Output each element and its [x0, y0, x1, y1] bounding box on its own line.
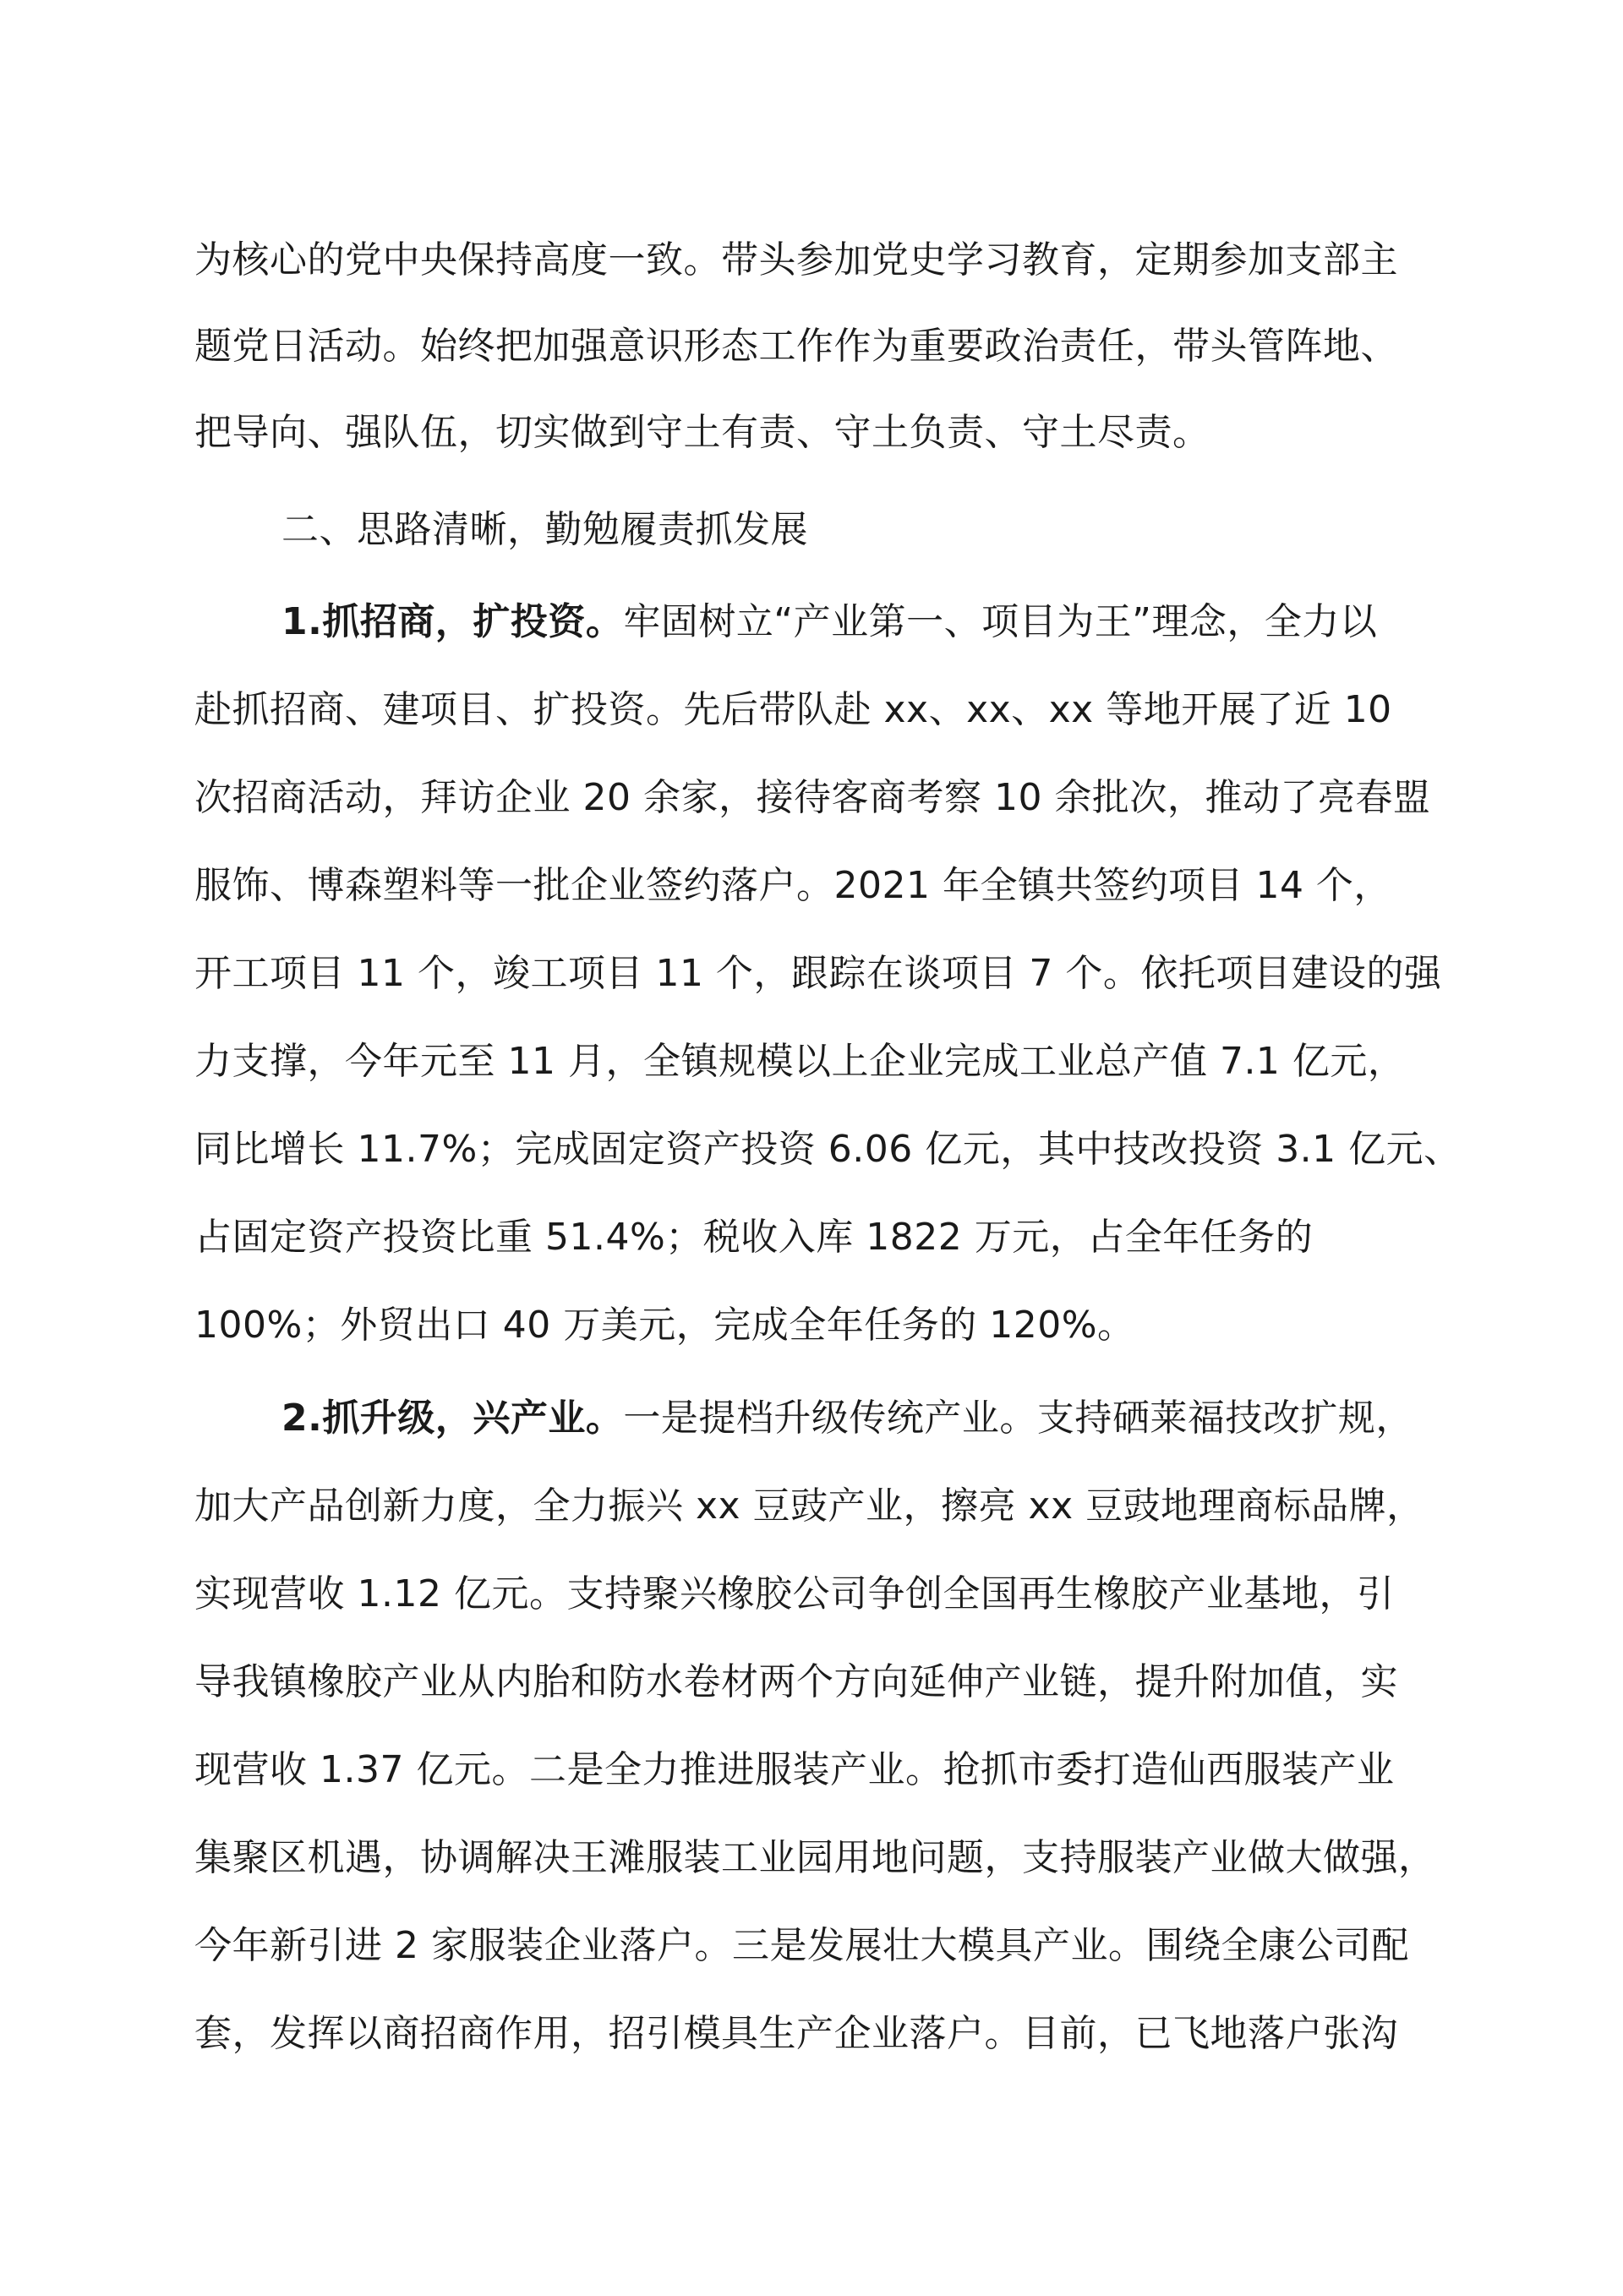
paragraph-2-line-2: 赴抓招商、建项目、扩投资。先后带队赴 xx、xx、xx 等地开展了近 10 — [194, 688, 1392, 731]
paragraph-2-line-8: 占固定资产投资比重 51.4%；税收入库 1822 万元，占全年任务的 — [194, 1216, 1314, 1259]
paragraph-3-line-3: 实现营收 1.12 亿元。支持聚兴橡胶公司争创全国再生橡胶产业基地，引 — [194, 1572, 1395, 1615]
paragraph-1-line-2: 题党日活动。始终把加强意识形态工作作为重要政治责任，带头管阵地、 — [194, 325, 1398, 368]
paragraph-3-line-8: 套，发挥以商招商作用，招引模具生产企业落户。目前，已飞地落户张沟 — [194, 2012, 1398, 2055]
paragraph-1-line-3: 把导向、强队伍，切实做到守土有责、守土负责、守土尽责。 — [194, 411, 1210, 454]
section-heading: 二、思路清晰，勤勉履责抓发展 — [281, 508, 808, 551]
paragraph-2-line-6: 力支撑，今年元至 11 月，全镇规模以上企业完成工业总产值 7.1 亿元， — [194, 1040, 1406, 1083]
paragraph-2-line-5: 开工项目 11 个，竣工项目 11 个，跟踪在谈项目 7 个。依托项目建设的强 — [194, 952, 1442, 995]
paragraph-2-line-7: 同比增长 11.7%；完成固定资产投资 6.06 亿元，其中技改投资 3.1 亿元、 — [194, 1128, 1462, 1171]
paragraph-2-lead-heading: 1.抓招商，扩投资。 — [281, 600, 624, 643]
paragraph-3-line-2: 加大产品创新力度，全力振兴 xx 豆豉产业，擦亮 xx 豆豉地理商标品牌， — [194, 1484, 1424, 1528]
paragraph-2-line-9: 100%；外贸出口 40 万美元，完成全年任务的 120%。 — [194, 1304, 1135, 1347]
paragraph-3-line-7: 今年新引进 2 家服装企业落户。三是发展壮大模具产业。围绕全康公司配 — [194, 1924, 1409, 1967]
paragraph-3-line-4: 导我镇橡胶产业从内胎和防水卷材两个方向延伸产业链，提升附加值，实 — [194, 1660, 1398, 1703]
paragraph-3-lead-text: 一是提档升级传统产业。支持硒莱福技改扩规， — [623, 1397, 1413, 1440]
paragraph-3-lead-heading: 2.抓升级，兴产业。 — [281, 1397, 624, 1440]
paragraph-3-line-6: 集聚区机遇，协调解决王滩服装工业园用地问题，支持服装产业做大做强， — [194, 1836, 1436, 1879]
paragraph-3-line-5: 现营收 1.37 亿元。二是全力推进服装产业。抢抓市委打造仙西服装产业 — [194, 1748, 1395, 1791]
paragraph-1-line-1: 为核心的党中央保持高度一致。带头参加党史学习教育，定期参加支部主 — [194, 238, 1398, 282]
paragraph-2-line-3: 次招商活动，拜访企业 20 余家，接待客商考察 10 余批次，推动了亮春盟 — [194, 776, 1431, 819]
paragraph-2-line-4: 服饰、博森塑料等一批企业签约落户。2021 年全镇共签约项目 14 个， — [194, 864, 1391, 907]
paragraph-2-line-1 — [281, 597, 1377, 648]
paragraph-2-lead-text: 牢固树立“产业第一、项目为王”理念，全力以 — [623, 600, 1378, 643]
paragraph-3-line-1 — [281, 1393, 1413, 1444]
